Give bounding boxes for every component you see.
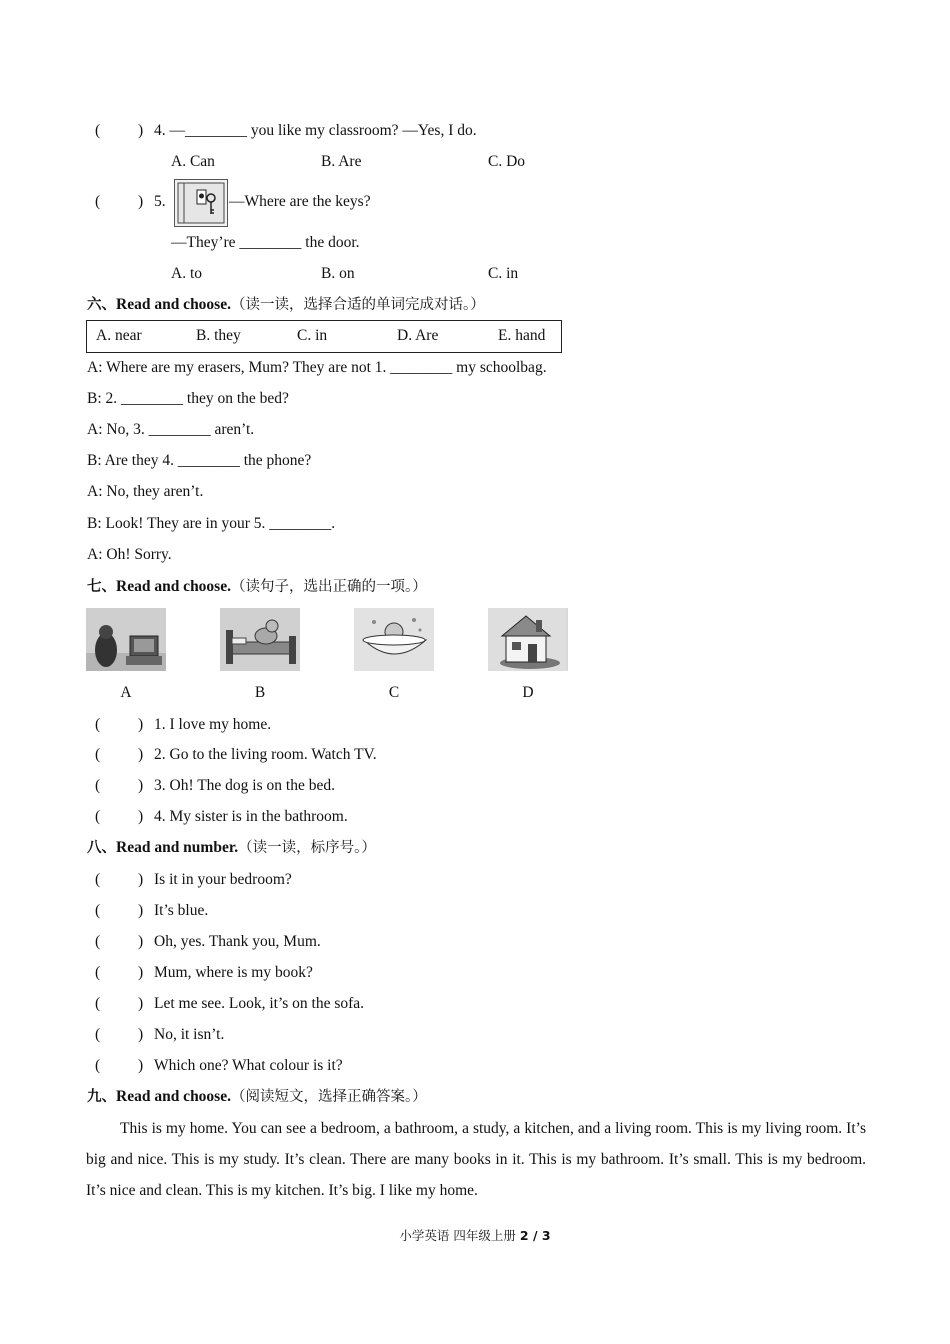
dialog-line: A: Oh! Sorry.: [87, 546, 172, 563]
answer-paren-close: ): [138, 808, 144, 825]
item-text: Oh, yes. Thank you, Mum.: [154, 933, 321, 950]
section-6-heading: [87, 295, 485, 315]
picture-label: B: [254, 684, 266, 701]
living-room-tv-picture: [86, 608, 166, 671]
dialog-line: B: Look! They are in your 5. ________.: [87, 515, 336, 532]
answer-paren-open: (: [95, 777, 101, 794]
word-bank: [86, 320, 562, 353]
answer-paren-close: ): [138, 902, 144, 919]
section-note: （读一读，标序号。）: [238, 840, 376, 856]
answer-paren-open: (: [95, 995, 101, 1012]
section-note: （阅读短文，选择正确答案。）: [230, 1089, 427, 1105]
section-7-heading: [87, 577, 427, 597]
word-option: A. near: [96, 327, 142, 344]
item-text: 4. My sister is in the bathroom.: [154, 808, 348, 825]
option-b: B. on: [321, 265, 355, 282]
section-number: 六、: [87, 297, 116, 313]
section-note: （读句子，选出正确的一项。）: [230, 579, 427, 595]
section-title: Read and choose.: [116, 296, 231, 313]
answer-paren-open: (: [95, 746, 101, 763]
answer-paren-close: ): [138, 1026, 144, 1043]
answer-paren-open: (: [95, 964, 101, 981]
keys-in-door-icon: [174, 179, 228, 227]
answer-paren-open: (: [95, 808, 101, 825]
answer-paren-open: (: [95, 871, 101, 888]
answer-paren-open: (: [95, 122, 101, 139]
page-number: 2 / 3: [519, 1228, 551, 1243]
section-title: Read and choose.: [116, 578, 231, 595]
item-text: 3. Oh! The dog is on the bed.: [154, 777, 335, 794]
option-a: A. Can: [171, 153, 215, 170]
answer-paren-close: ): [138, 716, 144, 733]
answer-paren-close: ): [138, 995, 144, 1012]
dialog-line: B: 2. ________ they on the bed?: [87, 390, 289, 407]
answer-paren-close: ): [138, 777, 144, 794]
girl-in-bathtub-picture: [354, 608, 434, 671]
section-note: （读一读，选择合适的单词完成对话。）: [230, 297, 485, 313]
picture-label: A: [120, 684, 132, 701]
section-9-heading: [87, 1087, 427, 1107]
answer-paren-open: (: [95, 1057, 101, 1074]
answer-paren-close: ): [138, 122, 144, 139]
word-option: D. Are: [397, 327, 439, 344]
question-text: —They’re ________ the door.: [171, 234, 360, 251]
page-footer: [0, 1226, 950, 1244]
answer-paren-close: ): [138, 193, 144, 210]
item-text: Let me see. Look, it’s on the sofa.: [154, 995, 365, 1012]
item-text: Is it in your bedroom?: [154, 871, 292, 888]
section-title: Read and number.: [116, 839, 239, 856]
word-option: B. they: [196, 327, 241, 344]
item-text: 1. I love my home.: [154, 716, 272, 733]
option-b: B. Are: [321, 153, 362, 170]
house-picture: [488, 608, 568, 671]
dialog-line: B: Are they 4. ________ the phone?: [87, 452, 312, 469]
answer-paren-open: (: [95, 933, 101, 950]
word-option: E. hand: [498, 327, 546, 344]
answer-paren-close: ): [138, 746, 144, 763]
picture-label: C: [388, 684, 400, 701]
item-text: Mum, where is my book?: [154, 964, 313, 981]
footer-title: 小学英语 四年级上册: [399, 1228, 516, 1243]
option-a: A. to: [171, 265, 202, 282]
section-title: Read and choose.: [116, 1088, 231, 1105]
question-text: —Where are the keys?: [229, 193, 371, 210]
word-option: C. in: [297, 327, 328, 344]
item-text: Which one? What colour is it?: [154, 1057, 343, 1074]
item-text: 2. Go to the living room. Watch TV.: [154, 746, 377, 763]
section-number: 七、: [87, 579, 116, 595]
answer-paren-open: (: [95, 716, 101, 733]
reading-passage: This is my home. You can see a bedroom, a bathroom, a study, a kitchen, and a living room. This is my living room. It’s big and nice. This is my study. It’s clean. There are many books in it. This is my bathroom. It’s small. This is my bedroom. It’s nice and clean. This is my kitchen. It’s big. I like my home.: [86, 1120, 866, 1199]
picture-label: D: [522, 684, 534, 701]
answer-paren-close: ): [138, 871, 144, 888]
answer-paren-close: ): [138, 964, 144, 981]
dog-on-bed-picture: [220, 608, 300, 671]
dialog-line: A: No, 3. ________ aren’t.: [87, 421, 255, 438]
answer-paren-open: (: [95, 193, 101, 210]
question-text: 4. —________ you like my classroom? —Yes, I do.: [154, 122, 477, 139]
section-number: 八、: [87, 840, 116, 856]
section-number: 九、: [87, 1089, 116, 1105]
dialog-line: A: Where are my erasers, Mum? They are not 1. ________ my schoolbag.: [87, 359, 547, 376]
section-8-heading: [87, 838, 376, 858]
dialog-line: A: No, they aren’t.: [87, 483, 204, 500]
answer-paren-close: ): [138, 1057, 144, 1074]
item-text: It’s blue.: [154, 902, 209, 919]
option-c: C. Do: [488, 153, 526, 170]
item-text: No, it isn’t.: [154, 1026, 225, 1043]
question-number: 5.: [154, 193, 166, 210]
option-c: C. in: [488, 265, 519, 282]
answer-paren-open: (: [95, 1026, 101, 1043]
answer-paren-close: ): [138, 933, 144, 950]
answer-paren-open: (: [95, 902, 101, 919]
